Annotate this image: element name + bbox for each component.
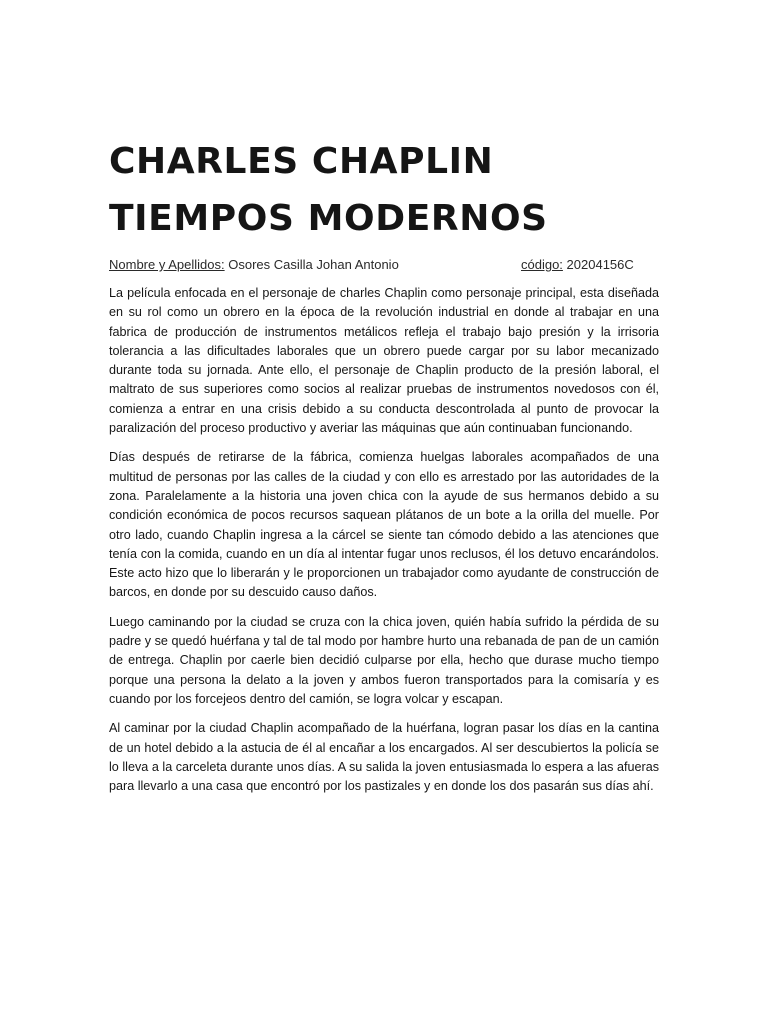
title-line-1: CHARLES CHAPLIN [109, 141, 494, 182]
student-code-field [521, 256, 634, 274]
body-paragraph-3: Luego caminando por la ciudad se cruza con la chica joven, quién había sufrido la pérdida de su padre y se quedó huérfana y tal de tal modo por hambre hurto una rebanada de pan de un camión de entrega. Chaplin por caerle bien decidió culparse por ella, hecho que durase mucho tiempo porque una persona la delato a la joven y ambos fueron transportados para la comisaría y es cuando por los forcejeos dentro del camión, se logra volcar y escapan. [109, 614, 659, 706]
code-value: 20204156C [566, 257, 634, 272]
code-label: código: [521, 257, 563, 272]
name-label: Nombre y Apellidos: [109, 257, 225, 272]
student-name-field [109, 256, 399, 274]
document-body [109, 284, 659, 806]
name-value: Osores Casilla Johan Antonio [228, 257, 399, 272]
body-paragraph-1: La película enfocada en el personaje de charles Chaplin como personaje principal, esta diseñada en su rol como un obrero en la época de la revolución industrial en donde al trabajar en una fabrica de producción de instrumentos metálicos refleja el trabajo bajo presión y la irrisoria tolerancia a las dificultades laborales que un obrero puede cargar por su labor mecanizado durante toda su jornada. Ante ello, el personaje de Chaplin producto de la presión laboral, el maltrato de sus superiores como socios al realizar pruebas de instrumentos novedosos con él, comienza a entrar en una crisis debido a su conducta descontrolada al punto de provocar la paralización del proceso productivo y averiar las máquinas que aún continuaban funcionando. [109, 286, 659, 436]
body-paragraph-4: Al caminar por la ciudad Chaplin acompañado de la huérfana, logran pasar los días en la cantina de un hotel debido a la astucia de él al encañar a los encargados. Al ser descubiertos la policía se lo lleva a la carceleta durante unos días. A su salida la joven entusiasmada lo espera a las afueras para llevarlo a una casa que encontró por los pastizales y en donde los dos pasarán sus días ahí. [109, 721, 659, 794]
document-title [109, 133, 669, 247]
title-line-2: TIEMPOS MODERNOS [109, 198, 548, 239]
body-paragraph-2: Días después de retirarse de la fábrica, comienza huelgas laborales acompañados de una multitud de personas por las calles de la ciudad y con ello es arrestado por las autoridades de la zona. Paralelamente a la historia una joven chica con la ayude de sus hermanos debido a su condición económica de pocos recursos saquean plátanos de un bote a la orilla del muelle. Por otro lado, cuando Chaplin ingresa a la cárcel se siente tan cómodo debido a las atenciones que tenía con la comida, cuando en un día al intentar fugar unos reclusos, él los detuvo encarándolos. Este acto hizo que lo liberarán y le proporcionen un trabajador como ayudante de construcción de barcos, en donde por su descuido causo daños. [109, 450, 659, 600]
student-info-line [109, 256, 661, 274]
